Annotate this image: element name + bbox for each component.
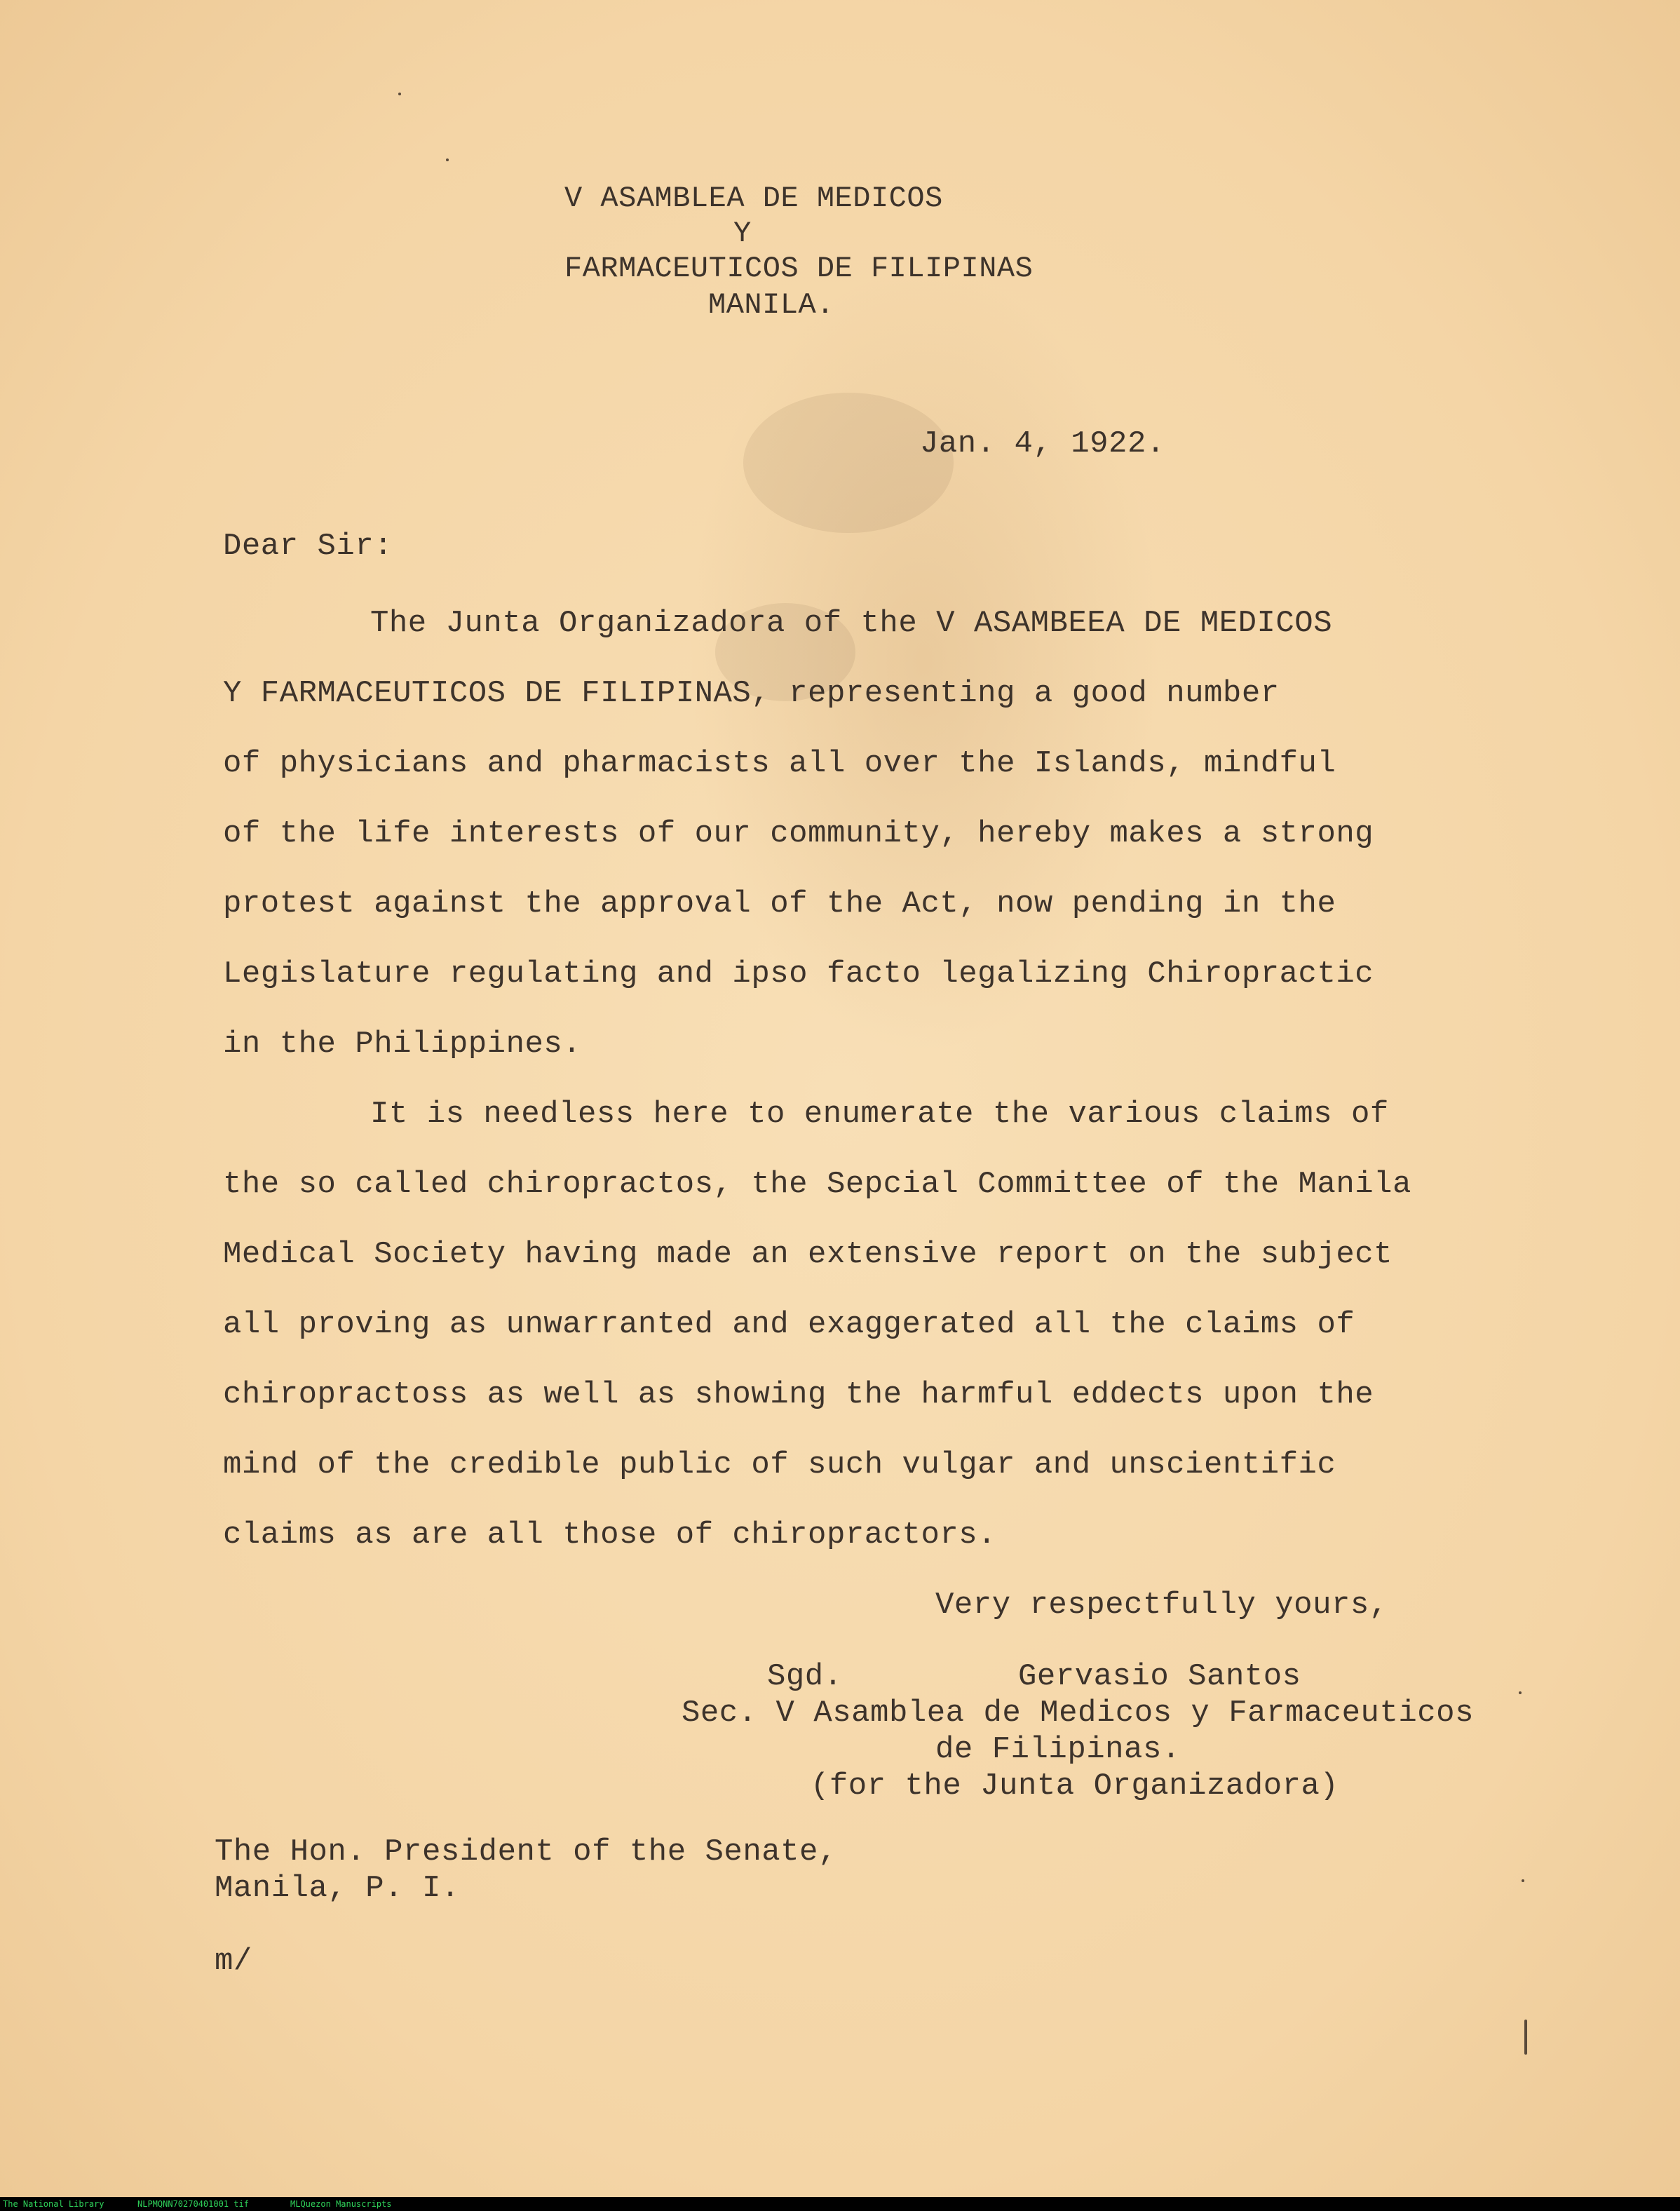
paper-speck (1524, 2020, 1527, 2055)
paragraph-2-line: the so called chiropractos, the Sepcial Committee of the Manila (223, 1167, 1411, 1202)
paragraph-2-line: mind of the credible public of such vulgar and unscientific (223, 1447, 1336, 1482)
paragraph-2-line: claims as are all those of chiropractors. (223, 1517, 997, 1553)
letterhead-line-4: MANILA. (708, 288, 834, 322)
paragraph-2-line: Medical Society having made an extensive report on the subject (223, 1237, 1393, 1272)
paragraph-1-line: The Junta Organizadora of the V ASAMBEEA DE MEDICOS (370, 606, 1333, 641)
paragraph-2-line: all proving as unwarranted and exaggerated all the claims of (223, 1307, 1355, 1342)
paragraph-2-line: chiropractoss as well as showing the harmful eddects upon the (223, 1377, 1374, 1412)
paragraph-1-line: of physicians and pharmacists all over the Islands, mindful (223, 746, 1336, 781)
signature-title-line-2: de Filipinas. (935, 1732, 1181, 1767)
footer-file: NLPMQNN70270401001 tif (137, 2199, 249, 2209)
salutation: Dear Sir: (223, 529, 393, 564)
paper-speck (1519, 1691, 1522, 1694)
letterhead-line-3: FARMACEUTICOS DE FILIPINAS (564, 252, 1034, 285)
paragraph-1-line: Y FARMACEUTICOS DE FILIPINAS, representing a good number (223, 676, 1280, 711)
paper-speck (398, 93, 401, 95)
signature-sgd: Sgd. (767, 1659, 843, 1694)
typist-initials: m/ (215, 1944, 252, 1979)
paragraph-1-line: of the life interests of our community, hereby makes a strong (223, 816, 1374, 851)
paragraph-1-line: in the Philippines. (223, 1027, 582, 1062)
paragraph-1-line: protest against the approval of the Act, now pending in the (223, 886, 1336, 921)
signature-title-line-3: (for the Junta Organizadora) (811, 1769, 1339, 1804)
signature-title-line-1: Sec. V Asamblea de Medicos y Farmaceuticos (682, 1696, 1474, 1731)
closing: Very respectfully yours, (935, 1588, 1388, 1623)
addressee-line-1: The Hon. President of the Senate, (215, 1834, 837, 1869)
paper-speck (446, 158, 449, 161)
footer-collection: MLQuezon Manuscripts (290, 2199, 392, 2209)
paragraph-2-line: It is needless here to enumerate the various claims of (370, 1097, 1389, 1132)
signature-name: Gervasio Santos (1018, 1659, 1301, 1694)
letter-date: Jan. 4, 1922. (920, 426, 1165, 461)
paper-stain (743, 393, 954, 533)
addressee-line-2: Manila, P. I. (215, 1871, 460, 1906)
footer-library: The National Library (3, 2199, 104, 2209)
paper-speck (1522, 1879, 1524, 1882)
paragraph-1-line: Legislature regulating and ipso facto legalizing Chiropractic (223, 956, 1374, 992)
letterhead-line-2: Y (733, 217, 752, 250)
archive-footer-bar (0, 2197, 1680, 2211)
letterhead-line-1: V ASAMBLEA DE MEDICOS (564, 182, 943, 215)
